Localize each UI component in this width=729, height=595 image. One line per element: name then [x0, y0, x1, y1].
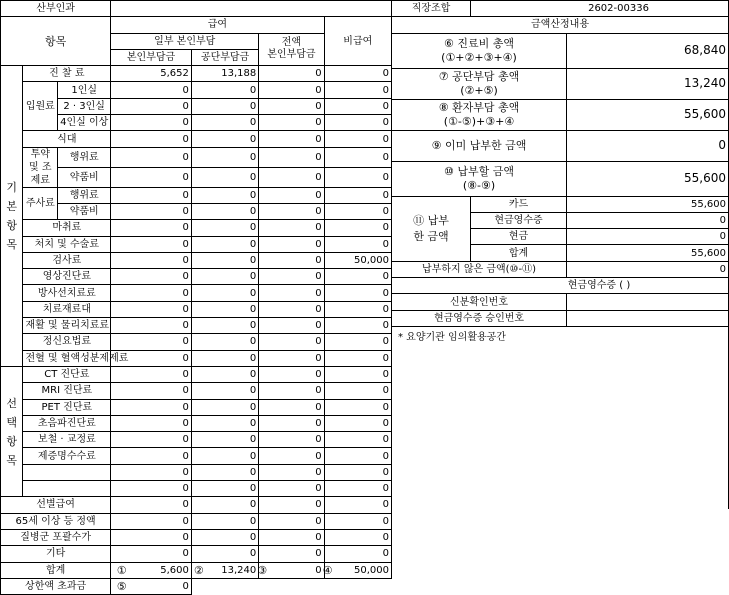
cell-value: 0 — [324, 236, 391, 252]
cell-value: 5,652 — [111, 66, 192, 82]
cell-value: 0 — [324, 415, 391, 431]
cell-value: 0 — [191, 167, 258, 187]
cell-value: 0 — [324, 497, 391, 513]
cell-value: 0 — [259, 131, 324, 147]
row-label: 방사선치료료 — [23, 285, 111, 301]
row-label: 처치 및 수술료 — [23, 236, 111, 252]
table-row — [1, 203, 392, 219]
table-row — [1, 399, 392, 415]
cell-value: 0 — [259, 497, 324, 513]
ceiling-value: 0 — [132, 578, 191, 594]
cell-value: 0 — [259, 334, 324, 350]
patient-total-value: 55,600 — [567, 99, 729, 130]
cell-value: 0 — [111, 481, 192, 497]
paid-sum-label: 합계 — [471, 245, 567, 261]
cell-value: 0 — [111, 546, 192, 562]
table-row — [1, 432, 392, 448]
table-row — [1, 481, 392, 497]
cell-value: 0 — [191, 497, 258, 513]
cell-value: 0 — [191, 269, 258, 285]
cell-value: 0 — [111, 399, 192, 415]
row-label: 재활 및 물리치료료 — [23, 318, 111, 334]
row-label: 검사료 — [23, 252, 111, 268]
row-label: 1인실 — [58, 82, 111, 98]
cell-value: 0 — [191, 366, 258, 382]
cell-value: 0 — [191, 131, 258, 147]
cell-value: 0 — [191, 220, 258, 236]
cell-value: 0 — [259, 236, 324, 252]
cell-value: 0 — [324, 269, 391, 285]
cell-value: 0 — [259, 147, 324, 167]
cell-value: 0 — [324, 167, 391, 187]
cell-value: 0 — [324, 203, 391, 219]
ceiling-empty — [191, 578, 391, 594]
cell-value: 0 — [324, 131, 391, 147]
cell-value: 0 — [111, 513, 192, 529]
col-insurer-share: 공단부담금 — [191, 49, 258, 65]
table-row — [1, 464, 392, 480]
patient-total-label: ⑧ 환자부담 총액 (①-⑤)+③+④ — [392, 99, 567, 130]
cell-value: 0 — [324, 481, 391, 497]
cell-value: 0 — [324, 513, 391, 529]
subgroup-label: 투약 및 조제료 — [23, 147, 58, 187]
row-label: 진 찰 료 — [23, 66, 111, 82]
row-label: 전혈 및 혈액성분제제료 — [23, 350, 111, 366]
row-label: 식대 — [23, 131, 111, 147]
cash-value: 0 — [567, 229, 729, 245]
cell-value: 0 — [111, 131, 192, 147]
calc-table — [391, 0, 729, 509]
cash-receipt-value: 0 — [567, 212, 729, 228]
total-charge-value: 68,840 — [567, 33, 729, 68]
cell-value: 0 — [259, 115, 324, 131]
cell-value: 0 — [191, 98, 258, 114]
row-label: 행위료 — [58, 187, 111, 203]
calc-title: 금액산정내용 — [392, 17, 729, 33]
total-label: 합계 — [1, 562, 111, 578]
subgroup-label: 주사료 — [23, 187, 58, 220]
cell-value: 0 — [324, 98, 391, 114]
already-paid-value: 0 — [567, 130, 729, 161]
row-label: PET 진단료 — [23, 399, 111, 415]
col-noncovered: 비급여 — [324, 17, 391, 66]
group-label: 기 본 항 목 — [1, 66, 23, 367]
cell-value: 0 — [259, 167, 324, 187]
cell-value: 0 — [324, 366, 391, 382]
table-row — [1, 66, 392, 82]
cell-value: 0 — [259, 464, 324, 480]
table-row — [1, 415, 392, 431]
cell-value: 0 — [191, 350, 258, 366]
table-row — [1, 529, 392, 545]
unpaid-value: 0 — [567, 261, 729, 277]
table-row — [1, 383, 392, 399]
row-label: 약품비 — [58, 203, 111, 219]
already-paid-label: ⑨ 이미 납부한 금액 — [392, 130, 567, 161]
mark-5: ⑤ — [111, 578, 132, 594]
cell-value: 0 — [191, 546, 258, 562]
cell-value: 0 — [259, 285, 324, 301]
table-row — [1, 252, 392, 268]
cell-value: 0 — [111, 187, 192, 203]
group-label: 선 택 항 목 — [1, 366, 23, 496]
cell-value: 0 — [324, 66, 391, 82]
cell-value: 0 — [111, 252, 192, 268]
cell-value: 0 — [111, 115, 192, 131]
cell-value: 0 — [111, 497, 192, 513]
cell-value: 0 — [259, 98, 324, 114]
row-label: 선별급여 — [1, 497, 111, 513]
cell-value: 0 — [324, 301, 391, 317]
cell-value: 0 — [191, 481, 258, 497]
cell-value: 0 — [191, 464, 258, 480]
cell-value: 0 — [111, 334, 192, 350]
table-row — [1, 318, 392, 334]
row-label — [23, 481, 111, 497]
row-label: 보철 · 교정료 — [23, 432, 111, 448]
cell-value: 0 — [191, 236, 258, 252]
cell-value: 0 — [324, 448, 391, 464]
mark-1: ① — [111, 562, 132, 578]
cell-value: 0 — [191, 513, 258, 529]
table-row — [1, 350, 392, 366]
unpaid-label: 납부하지 않은 금액(⑩-⑪) — [392, 261, 567, 277]
id-number-label: 신분확인번호 — [392, 294, 567, 310]
cell-value: 0 — [324, 546, 391, 562]
col-full: 전액 본인부담금 — [259, 33, 324, 66]
cell-value: 0 — [324, 529, 391, 545]
cell-value: 0 — [111, 318, 192, 334]
card-label: 카드 — [471, 196, 567, 212]
cell-value: 0 — [111, 350, 192, 366]
total-charge-label: ⑥ 진료비 총액 (①+②+③+④) — [392, 33, 567, 68]
col-partial: 일부 본인부담 — [111, 33, 259, 49]
table-row — [1, 131, 392, 147]
cell-value: 0 — [111, 220, 192, 236]
cell-value: 0 — [111, 301, 192, 317]
cell-value: 0 — [111, 236, 192, 252]
table-row — [1, 448, 392, 464]
approval-number-value — [567, 310, 729, 326]
free-use-area — [392, 326, 729, 509]
cell-value: 0 — [111, 82, 192, 98]
cell-value: 0 — [259, 301, 324, 317]
cell-value: 0 — [259, 187, 324, 203]
amount-due-value: 55,600 — [567, 161, 729, 196]
table-row — [1, 513, 392, 529]
cell-value: 0 — [191, 82, 258, 98]
cell-value: 0 — [191, 334, 258, 350]
row-label: CT 진단료 — [23, 366, 111, 382]
table-row — [1, 98, 392, 114]
cell-value: 0 — [324, 350, 391, 366]
row-label: 질병군 포괄수가 — [1, 529, 111, 545]
col-item: 항목 — [1, 17, 111, 66]
cell-value: 0 — [259, 220, 324, 236]
cell-value: 0 — [324, 334, 391, 350]
total-row — [1, 562, 392, 578]
table-row — [1, 167, 392, 187]
row-label: 마취료 — [23, 220, 111, 236]
cell-value: 0 — [191, 529, 258, 545]
total-noncovered: ④ 50,000 — [324, 562, 391, 578]
cell-value: 0 — [324, 383, 391, 399]
cell-value: 0 — [191, 285, 258, 301]
cell-value: 0 — [111, 203, 192, 219]
row-label: 행위료 — [58, 147, 111, 167]
table-row — [1, 269, 392, 285]
cell-value: 0 — [111, 383, 192, 399]
table-row — [1, 187, 392, 203]
row-label: 초음파진단료 — [23, 415, 111, 431]
cell-value: 0 — [324, 432, 391, 448]
cell-value: 0 — [111, 415, 192, 431]
cell-value: 0 — [259, 432, 324, 448]
cell-value: 50,000 — [324, 252, 391, 268]
cash-receipt-row: 현금영수증 ( ) — [392, 278, 729, 294]
cell-value: 0 — [191, 252, 258, 268]
cell-value: 0 — [191, 318, 258, 334]
table-row — [1, 301, 392, 317]
table-row — [1, 285, 392, 301]
cell-value: 0 — [259, 383, 324, 399]
row-label: 약품비 — [58, 167, 111, 187]
table-row — [1, 236, 392, 252]
row-label: 4인실 이상 — [58, 115, 111, 131]
id-number-value — [567, 294, 729, 310]
table-row — [1, 546, 392, 562]
cell-value: 0 — [259, 529, 324, 545]
cell-value: 0 — [111, 269, 192, 285]
cell-value: 0 — [259, 203, 324, 219]
paid-sum-value: 55,600 — [567, 245, 729, 261]
table-row — [1, 82, 392, 98]
cell-value: 0 — [324, 285, 391, 301]
cell-value: 0 — [259, 252, 324, 268]
cell-value: 0 — [324, 187, 391, 203]
total-full: ③ 0 — [259, 562, 324, 578]
cell-value: 0 — [324, 220, 391, 236]
cell-value: 0 — [191, 147, 258, 167]
approval-number-label: 현금영수증 승인번호 — [392, 310, 567, 326]
cell-value: 0 — [191, 415, 258, 431]
cell-value: 0 — [111, 432, 192, 448]
row-label: 치료재료대 — [23, 301, 111, 317]
insurer-total-label: ⑦ 공단부담 총액 (②+⑤) — [392, 68, 567, 99]
free-use-note: * 요양기관 임의활용공간 — [398, 331, 506, 343]
table-row — [1, 497, 392, 513]
table-row — [1, 147, 392, 167]
cell-value: 0 — [259, 546, 324, 562]
row-label — [23, 464, 111, 480]
cell-value: 0 — [259, 66, 324, 82]
cell-value: 0 — [111, 147, 192, 167]
cell-value: 0 — [259, 82, 324, 98]
workplace-label: 직장조합 — [392, 1, 471, 17]
cash-label: 현금 — [471, 229, 567, 245]
cell-value: 0 — [191, 203, 258, 219]
amount-due-label: ⑩ 납부할 금액 (⑧-⑨) — [392, 161, 567, 196]
subgroup-label: 입원료 — [23, 82, 58, 131]
total-patient-share: 5,600 — [132, 562, 191, 578]
cell-value: 0 — [191, 187, 258, 203]
cell-value: 0 — [324, 399, 391, 415]
cell-value: 0 — [111, 529, 192, 545]
table-row — [1, 220, 392, 236]
cell-value: 0 — [324, 82, 391, 98]
cell-value: 0 — [259, 269, 324, 285]
dept-empty — [111, 1, 392, 17]
table-row — [1, 366, 392, 382]
cell-value: 0 — [111, 464, 192, 480]
row-label: 제증명수수료 — [23, 448, 111, 464]
col-covered: 급여 — [111, 17, 324, 33]
cell-value: 0 — [191, 399, 258, 415]
cell-value: 0 — [324, 147, 391, 167]
row-label: 65세 이상 등 정액 — [1, 513, 111, 529]
cell-value: 0 — [111, 285, 192, 301]
row-label: MRI 진단료 — [23, 383, 111, 399]
cell-value: 0 — [259, 318, 324, 334]
card-value: 55,600 — [567, 196, 729, 212]
cell-value: 0 — [324, 115, 391, 131]
cash-receipt-label: 현금영수증 — [471, 212, 567, 228]
row-label: 영상진단료 — [23, 269, 111, 285]
cell-value: 0 — [259, 481, 324, 497]
cell-value: 0 — [111, 98, 192, 114]
cell-value: 0 — [111, 366, 192, 382]
cell-value: 0 — [324, 464, 391, 480]
cell-value: 0 — [259, 415, 324, 431]
cell-value: 0 — [324, 318, 391, 334]
ceiling-row — [1, 578, 392, 594]
cell-value: 13,188 — [191, 66, 258, 82]
workplace-value: 2602-00336 — [471, 1, 729, 17]
cell-value: 0 — [191, 115, 258, 131]
cell-value: 0 — [259, 513, 324, 529]
cell-value: 0 — [259, 366, 324, 382]
cell-value: 0 — [191, 383, 258, 399]
cell-value: 0 — [191, 301, 258, 317]
cell-value: 0 — [191, 432, 258, 448]
cell-value: 0 — [259, 350, 324, 366]
cell-value: 0 — [191, 448, 258, 464]
cell-value: 0 — [111, 167, 192, 187]
row-label: 정신요법료 — [23, 334, 111, 350]
cell-value: 0 — [259, 399, 324, 415]
cell-value: 0 — [111, 448, 192, 464]
row-label: 2 · 3인실 — [58, 98, 111, 114]
ceiling-label: 상한액 초과금 — [1, 578, 111, 594]
table-row — [1, 115, 392, 131]
total-insurer-share: ② 13,240 — [191, 562, 258, 578]
paid-amount-label: ⑪ 납부 한 금액 — [392, 196, 471, 261]
cell-value: 0 — [259, 448, 324, 464]
insurer-total-value: 13,240 — [567, 68, 729, 99]
table-row — [1, 334, 392, 350]
dept-label: 산부인과 — [1, 1, 111, 17]
col-patient-share: 본인부담금 — [111, 49, 192, 65]
row-label: 기타 — [1, 546, 111, 562]
